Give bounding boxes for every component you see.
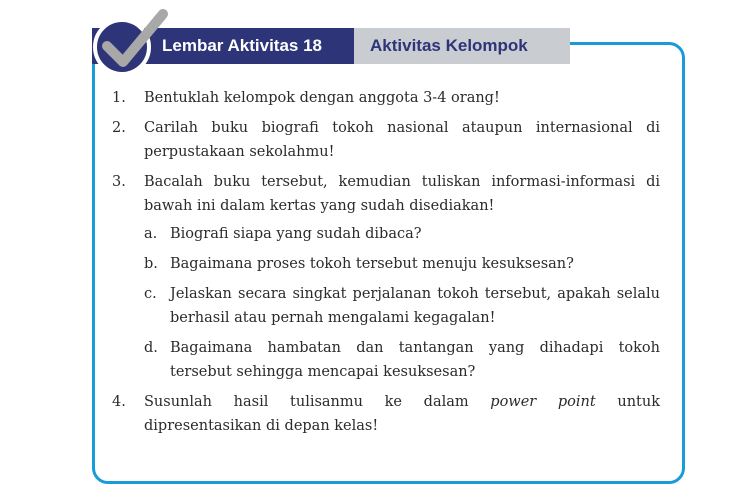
item-text-italic: power point — [490, 394, 596, 410]
sub-list-item — [144, 222, 660, 246]
check-badge — [93, 18, 151, 76]
item-number: 2. — [112, 120, 126, 136]
sub-list — [144, 222, 660, 384]
sub-item-letter: d. — [144, 340, 158, 356]
item-text: Bentuklah kelompok dengan anggota 3-4 orang! — [144, 90, 500, 106]
list-item — [112, 86, 660, 110]
item-number: 3. — [112, 174, 126, 190]
activity-list — [112, 86, 660, 444]
sub-item-letter: c. — [144, 286, 157, 302]
item-text — [144, 394, 660, 434]
sub-list-item — [144, 282, 660, 330]
list-item — [112, 390, 660, 438]
item-number: 4. — [112, 394, 126, 410]
sub-item-text: Bagaimana hambatan dan tantangan yang dihadapi tokoh tersebut sehingga mencapai kesuksesan? — [170, 340, 660, 380]
checkmark-icon — [93, 8, 173, 78]
sub-list-item — [144, 252, 660, 276]
sub-item-text: Biografi siapa yang sudah dibaca? — [170, 226, 422, 242]
list-item — [112, 116, 660, 164]
item-number: 1. — [112, 90, 126, 106]
sub-item-text: Jelaskan secara singkat perjalanan tokoh tersebut, apakah selalu berhasil atau pernah mengalami kegagalan! — [170, 286, 660, 326]
item-text: Carilah buku biografi tokoh nasional ataupun internasional di perpustakaan sekolahmu! — [144, 120, 660, 160]
item-text-start: Susunlah hasil tulisanmu ke dalam — [144, 394, 491, 410]
sub-item-letter: a. — [144, 226, 158, 242]
sub-item-letter: b. — [144, 256, 158, 272]
sub-list-item — [144, 336, 660, 384]
item-text: Bacalah buku tersebut, kemudian tuliskan informasi-informasi di bawah ini dalam kertas yang sudah disediakan! — [144, 174, 660, 214]
item-text-end: untuk dipresentasikan di depan kelas! — [144, 394, 660, 434]
sub-item-text: Bagaimana proses tokoh tersebut menuju kesuksesan? — [170, 256, 574, 272]
list-item — [112, 170, 660, 384]
activity-title: Lembar Aktivitas 18 — [92, 28, 354, 64]
group-activity-label: Aktivitas Kelompok — [354, 28, 570, 64]
